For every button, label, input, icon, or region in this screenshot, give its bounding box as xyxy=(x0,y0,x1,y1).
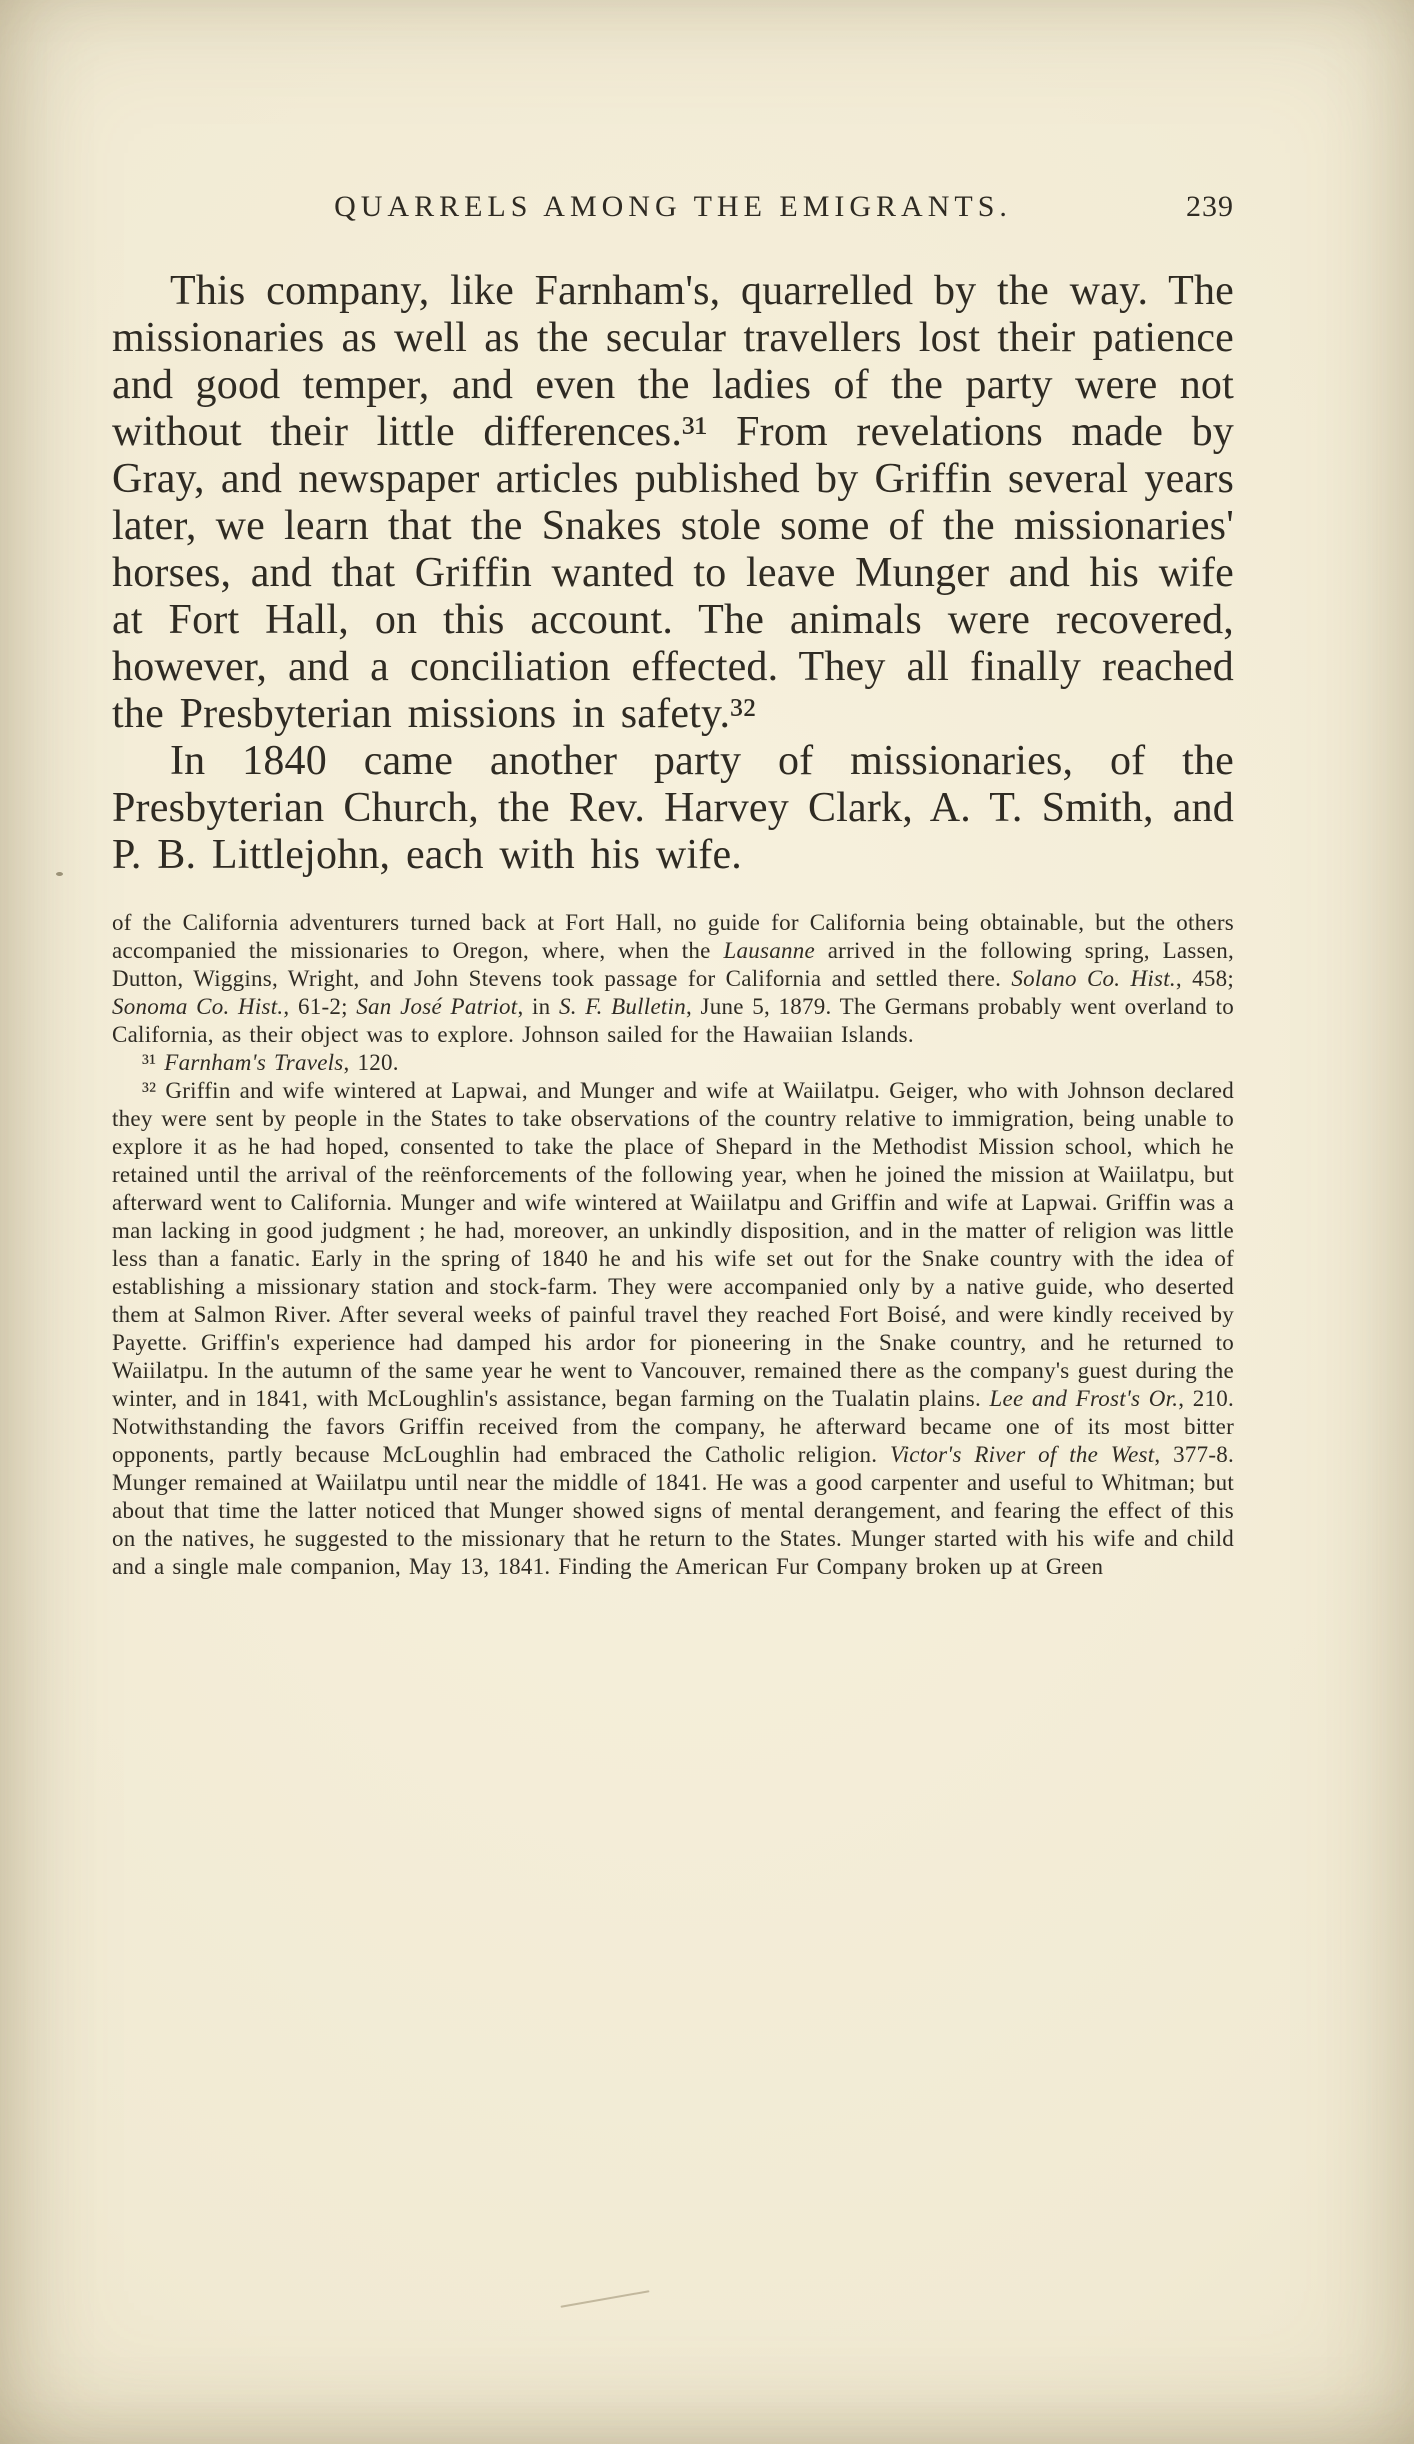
paper-crease xyxy=(561,2290,650,2308)
text-segment: , June 5, 1879. The Germans probably went overland to California, as their object was to explore. Johnson sailed for the Hawaiian Islands. xyxy=(112,994,1234,1047)
page-content xyxy=(112,190,1234,1581)
italic-text-segment: Victor's River of the West xyxy=(890,1442,1155,1467)
text-segment: , 210. Notwithstanding the favors Griffin received from the company, he afterward became one of its most bitter opponents, partly because McLoughlin had embraced the Catholic religion. xyxy=(112,1386,1235,1467)
running-header-title: QUARRELS AMONG THE EMIGRANTS. xyxy=(334,190,1012,223)
italic-text-segment: Lee and Frost's Or. xyxy=(989,1386,1179,1411)
footnote-32 xyxy=(112,1077,1234,1581)
footnotes-section xyxy=(112,909,1234,1581)
text-segment: , 61-2; xyxy=(283,994,357,1019)
text-segment: arrived in the following spring, Lassen, Dutton, Wiggins, Wright, and John Stevens took passage for California and settled there. xyxy=(112,938,1234,991)
italic-text-segment: Farnham's Travels xyxy=(164,1050,344,1075)
page-number: 239 xyxy=(1186,190,1234,223)
body-paragraph-1 xyxy=(112,268,1234,738)
text-segment: In 1840 came another party of missionaries, of the Presbyterian Church, the Rev. Harvey Clark, A. T. Smith, and P. B. Littlejohn, each with his wife. xyxy=(112,738,1234,878)
text-segment: , 458; xyxy=(1175,966,1235,991)
italic-text-segment: Sonoma Co. Hist. xyxy=(112,994,284,1019)
text-segment: of the California adventurers turned back at Fort Hall, no guide for California being obtainable, but the others accompanied the missionaries to Oregon, where, when the xyxy=(112,910,1234,963)
text-segment: ³¹ xyxy=(142,1050,165,1075)
italic-text-segment: San José Patriot xyxy=(356,994,518,1019)
body-text xyxy=(112,268,1234,879)
body-paragraph-2 xyxy=(112,738,1234,879)
paper-speck xyxy=(56,872,63,876)
running-header xyxy=(112,190,1234,230)
text-segment: , 120. xyxy=(343,1050,399,1075)
italic-text-segment: Lausanne xyxy=(723,938,815,963)
italic-text-segment: S. F. Bulletin xyxy=(558,994,686,1019)
text-segment: ³² Griffin and wife wintered at Lapwai, and Munger and wife at Waiilatpu. Geiger, who with Johnson declared they were sent by people in the States to take observations of the country relative to immigration, being unable to explore it as he had hoped, consented to take the place of Shepard in the Methodist Mission school, which he retained until the arrival of the reënforcements of the following year, when he joined the mission at Waiilatpu, but afterward went to California. Munger and wife wintered at Waiilatpu and Griffin and wife at Lapwai. Griffin was a man lacking in good judgment ; he had, moreover, an unkindly disposition, and in the matter of religion was little less than a fanatic. Early in the spring of 1840 he and his wife set out for the Snake country with the idea of establishing a missionary station and stock-farm. They were accompanied only by a native guide, who deserted them at Salmon River. After several weeks of painful travel they reached Fort Boisé, and were kindly received by Payette. Griffin's experience had damped his ardor for pioneering in the Snake country, and he returned to Waiilatpu. In the autumn of the same year he went to Vancouver, remained there as the company's guest during the winter, and in 1841, with McLoughlin's assistance, began farming on the Tualatin plains. xyxy=(112,1078,1234,1411)
text-segment: This company, like Farnham's, quarrelled by the way. The missionaries as well as the secular travellers lost their patience and good temper, and even the ladies of the party were not without their little differences.³¹ From revelations made by Gray, and newspaper articles published by Griffin several years later, we learn that the Snakes stole some of the missionaries' horses, and that Griffin wanted to leave Munger and his wife at Fort Hall, on this account. The animals were recovered, however, and a conciliation effected. They all finally reached the Presbyterian missions in safety.³² xyxy=(112,268,1234,737)
text-segment: , 377-8. Munger remained at Waiilatpu until near the middle of 1841. He was a good carpenter and useful to Whitman; but about that time the latter noticed that Munger showed signs of mental derangement, and fearing the effect of this on the natives, he suggested to the missionary that he return to the States. Munger started with his wife and child and a single male companion, May 13, 1841. Finding the American Fur Company broken up at Green xyxy=(112,1442,1234,1579)
italic-text-segment: Solano Co. Hist. xyxy=(1011,966,1176,991)
footnote-continuation xyxy=(112,909,1234,1049)
text-segment: , in xyxy=(517,994,559,1019)
footnote-31 xyxy=(112,1049,1234,1077)
